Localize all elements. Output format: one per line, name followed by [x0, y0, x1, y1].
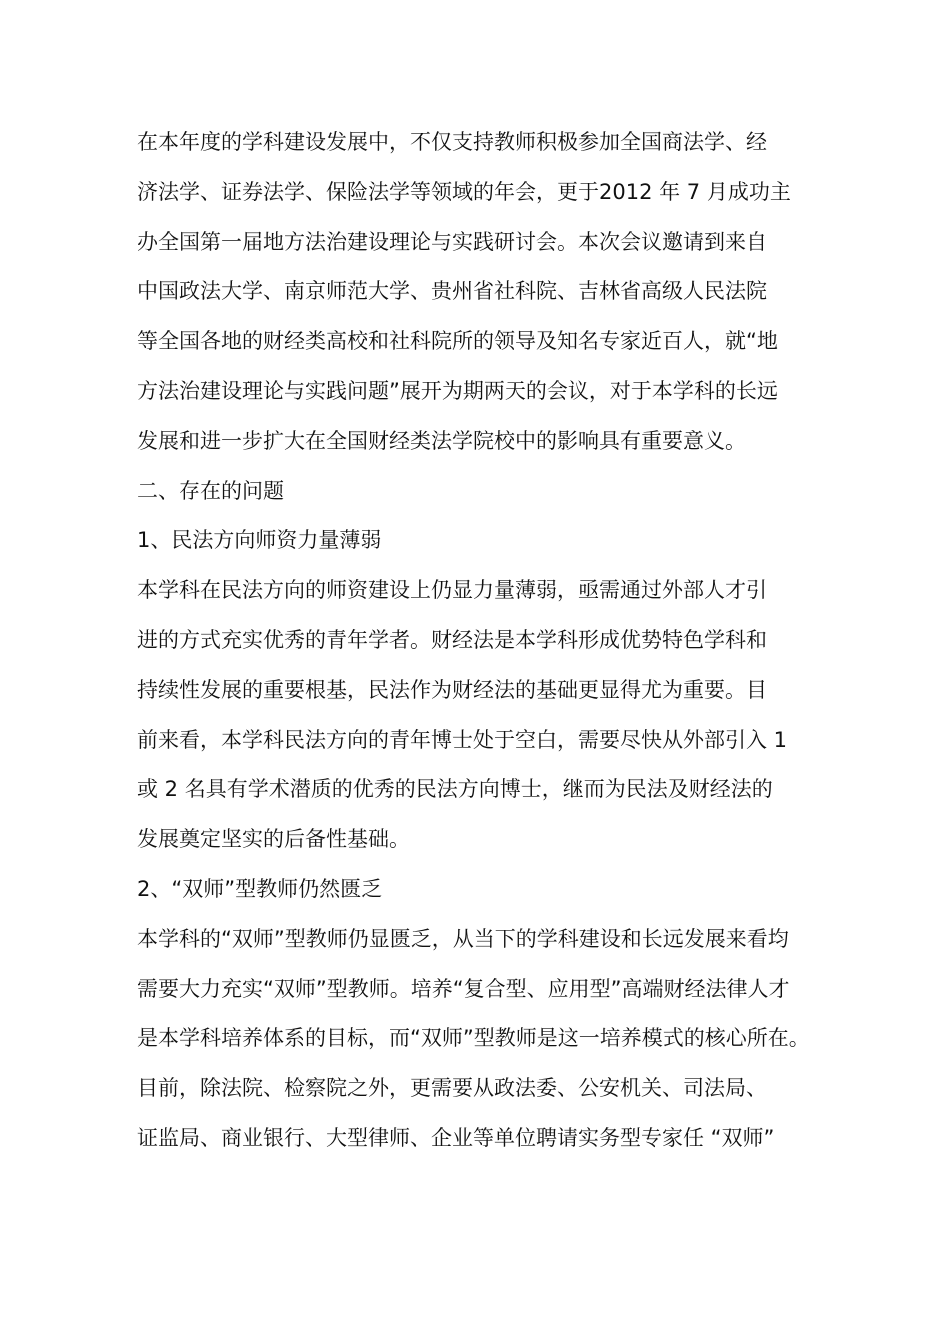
paragraph-line: 在本年度的学科建设发展中，不仅支持教师积极参加全国商法学、经	[137, 130, 767, 154]
paragraph-line: 济法学、证券法学、保险法学等领域的年会，更于2012 年 7 月成功主	[137, 179, 791, 204]
paragraph-line: 持续性发展的重要根基，民法作为财经法的基础更显得尤为重要。目	[137, 677, 767, 702]
paragraph-line: 需要大力充实“双师”型教师。培养“复合型、应用型”高端财经法律人才	[137, 976, 790, 1001]
paragraph-line: 方法治建设理论与实践问题”展开为期两天的会议，对于本学科的长远	[137, 378, 778, 403]
paragraph-line: 本学科的“双师”型教师仍显匮乏，从当下的学科建设和长远发展来看均	[137, 926, 789, 951]
paragraph-line: 本学科在民法方向的师资建设上仍显力量薄弱，亟需通过外部人才引	[137, 578, 767, 603]
subsection-heading: 2、“双师”型教师仍然匮乏	[137, 876, 383, 901]
section-heading: 二、存在的问题	[137, 478, 284, 503]
paragraph-line: 等全国各地的财经类高校和社科院所的领导及知名专家近百人，就“地	[137, 329, 778, 354]
paragraph-line: 前来看，本学科民法方向的青年博士处于空白，需要尽快从外部引入 1	[137, 727, 788, 752]
paragraph-line: 发展奠定坚实的后备性基础。	[137, 827, 410, 852]
paragraph-line: 是本学科培养体系的目标，而“双师”型教师是这一培养模式的核心所在。	[137, 1026, 810, 1051]
document-body	[137, 118, 837, 1164]
paragraph-line: 进的方式充实优秀的青年学者。财经法是本学科形成优势特色学科和	[137, 627, 767, 652]
paragraph-line: 中国政法大学、南京师范大学、贵州省社科院、吉林省高级人民法院	[137, 279, 767, 304]
paragraph-line: 证监局、商业银行、大型律师、企业等单位聘请实务型专家任 “双师”	[137, 1125, 775, 1150]
paragraph-line: 或 2 名具有学术潜质的优秀的民法方向博士，继而为民法及财经法的	[137, 777, 773, 802]
subsection-heading: 1、民法方向师资力量薄弱	[137, 528, 382, 553]
paragraph-line: 办全国第一届地方法治建设理论与实践研讨会。本次会议邀请到来自	[137, 229, 767, 254]
paragraph-line: 目前，除法院、检察院之外，更需要从政法委、公安机关、司法局、	[137, 1076, 767, 1101]
paragraph-line: 发展和进一步扩大在全国财经类法学院校中的影响具有重要意义。	[137, 428, 746, 453]
